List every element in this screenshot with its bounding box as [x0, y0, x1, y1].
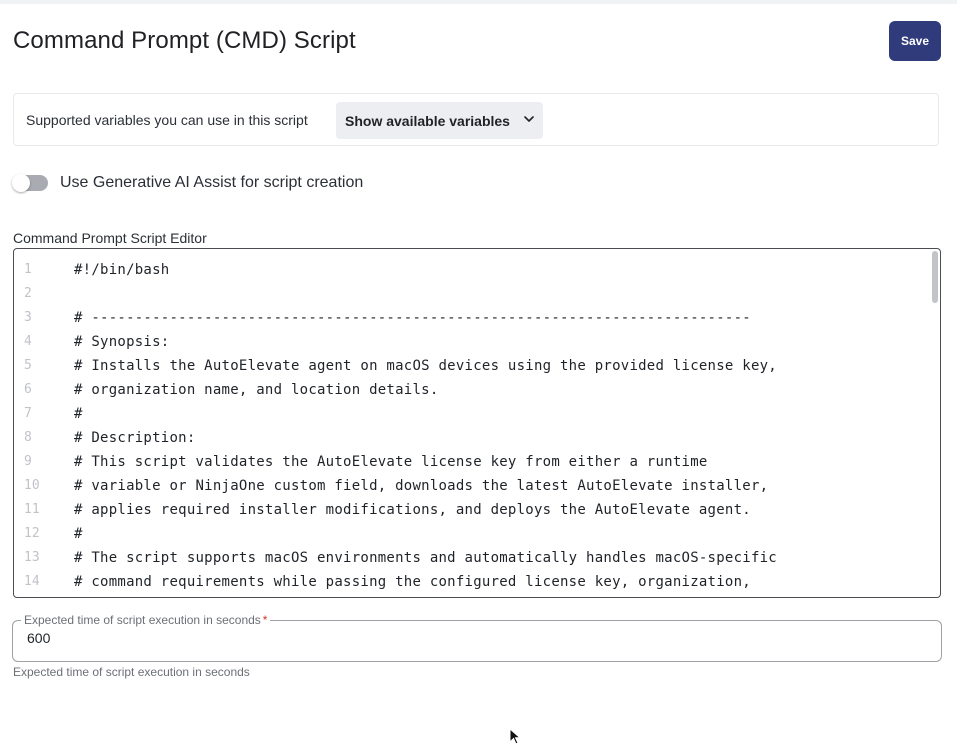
- code-line: [14, 282, 940, 306]
- line-number: 14: [24, 574, 40, 589]
- code-text: # applies required installer modifications, and deploys the AutoElevate agent.: [74, 502, 751, 518]
- variables-label: Supported variables you can use in this script: [26, 112, 308, 128]
- line-number: 6: [24, 382, 32, 397]
- code-line: [14, 450, 940, 474]
- code-line: [14, 402, 940, 426]
- execution-time-helper: Expected time of script execution in seconds: [13, 665, 250, 679]
- code-text: # Description:: [74, 430, 196, 446]
- code-line: [14, 570, 940, 594]
- line-number: 4: [24, 334, 32, 349]
- editor-scrollbar-thumb[interactable]: [932, 251, 938, 303]
- line-number: 9: [24, 454, 32, 469]
- line-number: 7: [24, 406, 32, 421]
- code-text: #: [74, 526, 83, 542]
- code-line: [14, 522, 940, 546]
- code-text: # Synopsis:: [74, 334, 170, 350]
- code-line: [14, 498, 940, 522]
- mouse-cursor-icon: [509, 728, 523, 746]
- ai-assist-toggle[interactable]: [13, 175, 48, 191]
- code-text: # ----------------------------------------------------------------------------: [74, 310, 751, 326]
- variables-panel: [13, 93, 939, 146]
- line-number: 1: [24, 262, 32, 277]
- line-number: 5: [24, 358, 32, 373]
- chevron-down-icon: [524, 115, 534, 123]
- required-mark: *: [262, 613, 268, 627]
- execution-time-legend: [21, 613, 270, 627]
- code-text: # Installs the AutoElevate agent on macOS devices using the provided license key,: [74, 358, 777, 374]
- code-line: [14, 306, 940, 330]
- ai-assist-label: Use Generative AI Assist for script creation: [60, 174, 364, 191]
- code-line: [14, 378, 940, 402]
- execution-time-legend-text: Expected time of script execution in seconds: [24, 613, 261, 627]
- line-number: 11: [24, 502, 40, 517]
- toggle-knob: [12, 174, 30, 192]
- top-shadow: [0, 0, 957, 4]
- code-text: # organization name, and location details.: [74, 382, 439, 398]
- code-line: [14, 258, 940, 282]
- execution-time-field: [12, 613, 942, 662]
- code-text: # This script validates the AutoElevate license key from either a runtime: [74, 454, 708, 470]
- line-number: 8: [24, 430, 32, 445]
- code-text: # command requirements while passing the configured license key, organization,: [74, 574, 751, 590]
- code-line: [14, 474, 940, 498]
- line-number: 12: [24, 526, 40, 541]
- code-line: [14, 354, 940, 378]
- show-variables-label: Show available variables: [345, 112, 510, 129]
- execution-time-input[interactable]: [27, 630, 907, 646]
- show-variables-dropdown[interactable]: [336, 102, 543, 139]
- line-number: 10: [24, 478, 40, 493]
- code-lines: [14, 258, 940, 594]
- code-line: [14, 546, 940, 570]
- code-text: # The script supports macOS environments and automatically handles macOS-specific: [74, 550, 777, 566]
- code-line: [14, 426, 940, 450]
- line-number: 3: [24, 310, 32, 325]
- code-line: [14, 330, 940, 354]
- line-number: 13: [24, 550, 40, 565]
- line-number: 2: [24, 286, 32, 301]
- save-button[interactable]: Save: [889, 21, 941, 61]
- editor-scrollbar[interactable]: [930, 249, 940, 597]
- code-text: #!/bin/bash: [74, 262, 170, 278]
- code-text: # variable or NinjaOne custom field, downloads the latest AutoElevate installer,: [74, 478, 769, 494]
- code-text: #: [74, 406, 83, 422]
- script-editor[interactable]: [13, 248, 941, 598]
- editor-label: Command Prompt Script Editor: [13, 230, 207, 246]
- page-title: Command Prompt (CMD) Script: [13, 27, 356, 54]
